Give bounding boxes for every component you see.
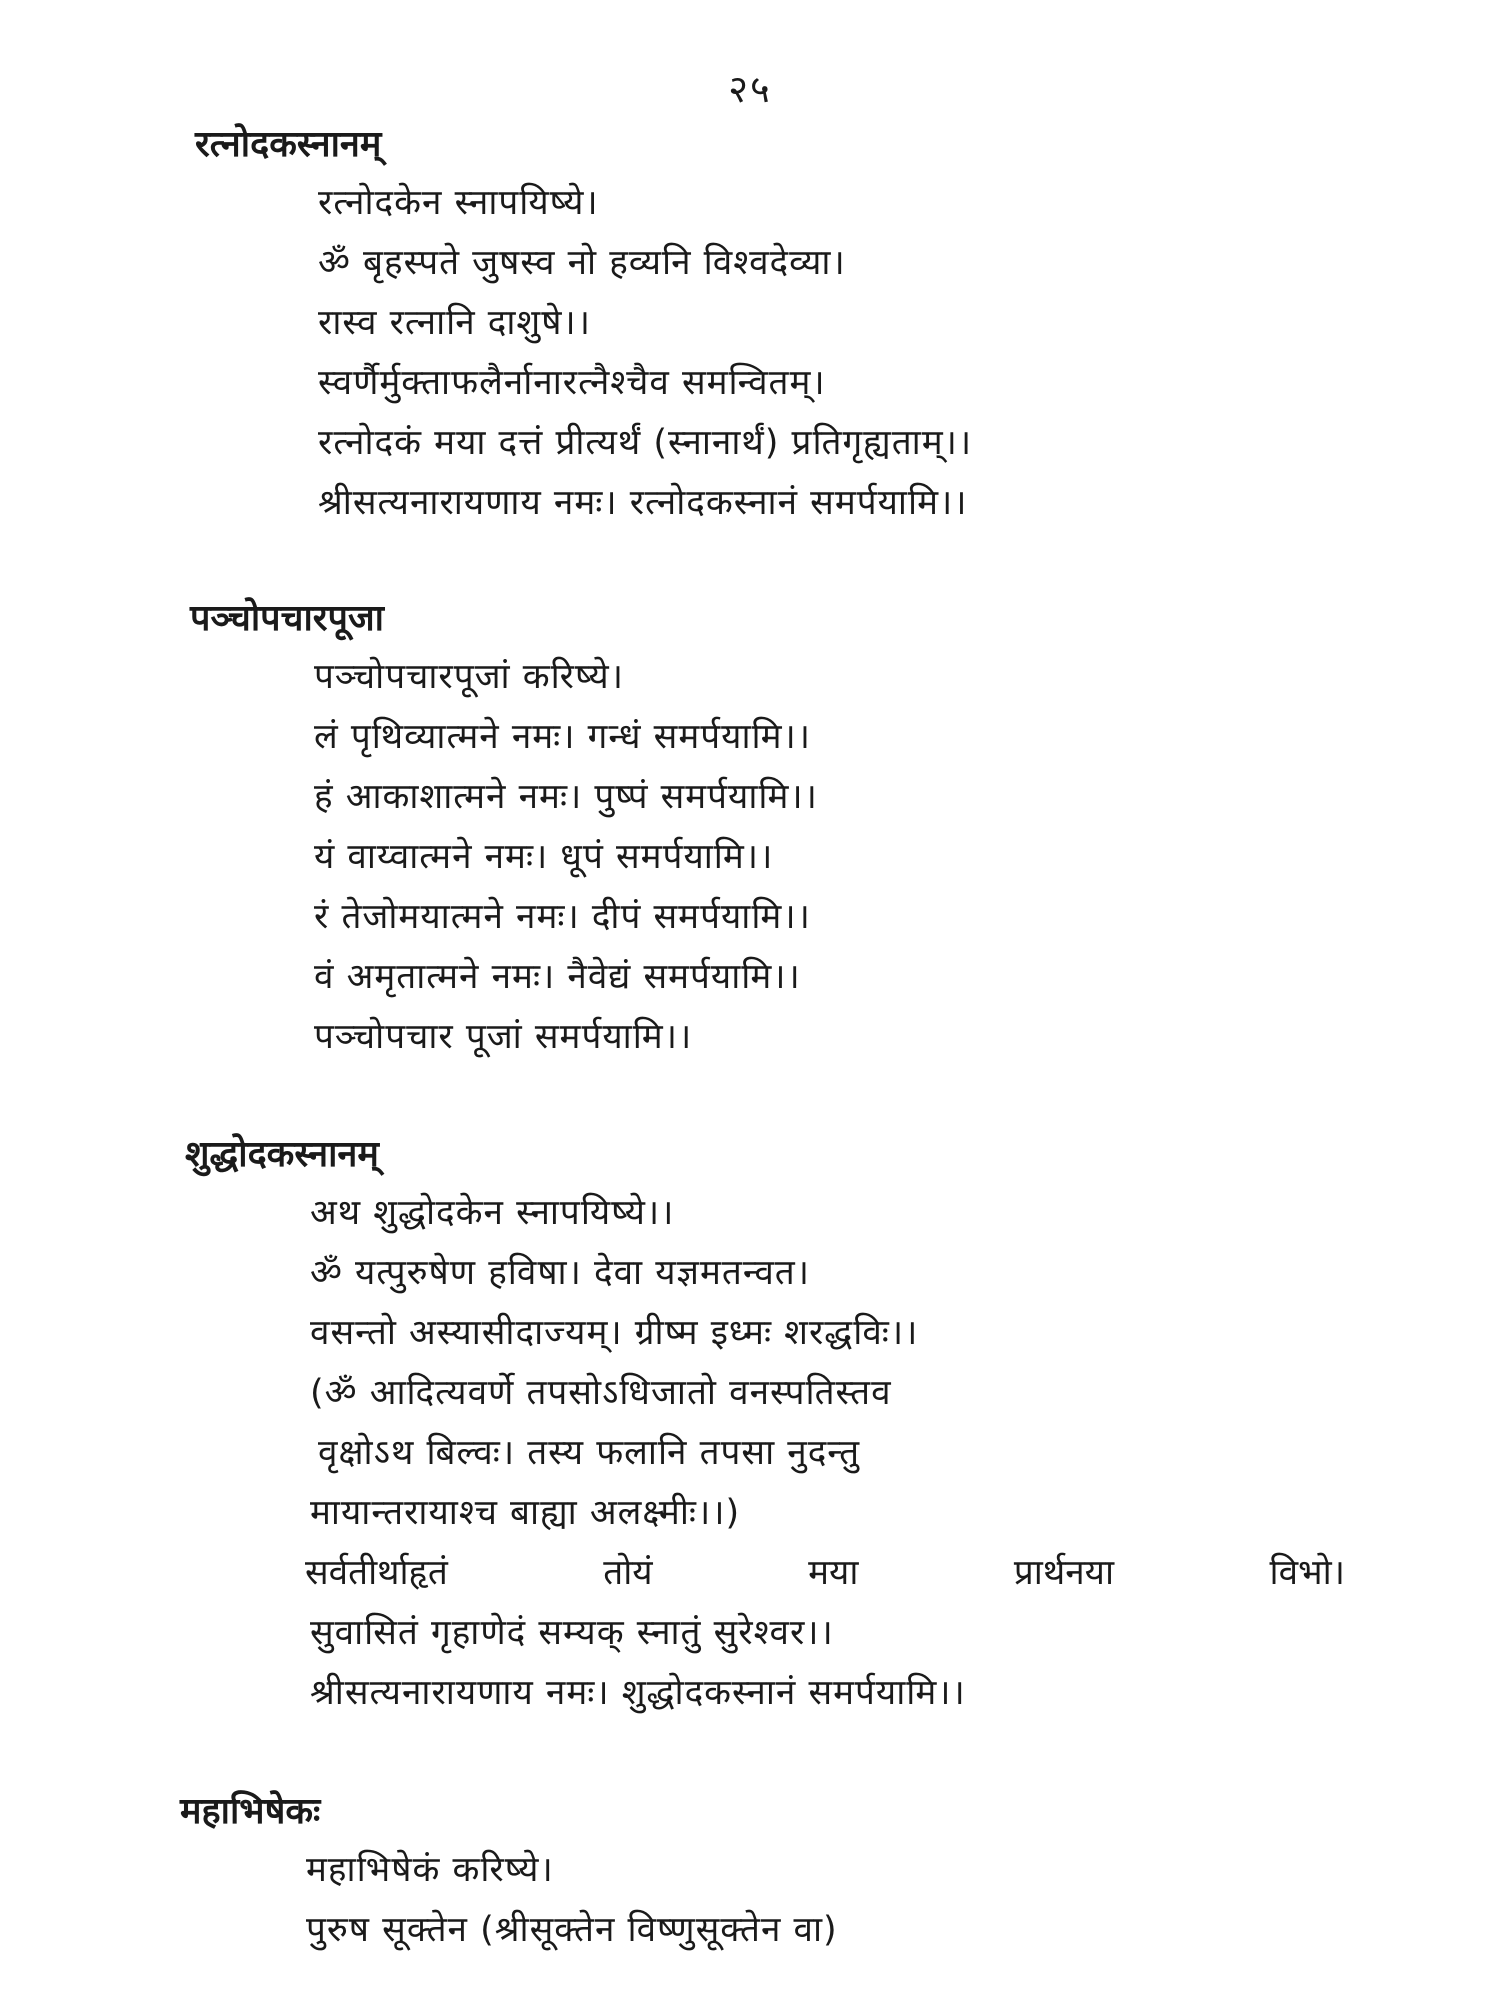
- section-heading-shuddhodaka: शुद्धोदकस्नानम्: [185, 1134, 379, 1175]
- verse-line: रत्नोदकेन स्नापयिष्ये।: [318, 183, 599, 223]
- justified-verse-line: [305, 1548, 1345, 1595]
- verse-line: लं पृथिव्यात्मने नमः। गन्धं समर्पयामि।।: [314, 717, 812, 757]
- verse-word: विभो।: [1269, 1553, 1345, 1593]
- verse-line: महाभिषेकं करिष्ये।: [306, 1850, 554, 1890]
- section-heading-mahabhisheka: महाभिषेकः: [180, 1791, 321, 1832]
- verse-line: ॐ यत्पुरुषेण हविषा। देवा यज्ञमतन्वत।: [310, 1253, 811, 1293]
- verse-line: रास्व रत्नानि दाशुषे।।: [318, 303, 591, 343]
- verse-line: वृक्षोऽथ बिल्वः। तस्य फलानि तपसा नुदन्तु: [318, 1433, 861, 1473]
- verse-line: श्रीसत्यनारायणाय नमः। रत्नोदकस्नानं समर्पयामि।।: [318, 483, 968, 523]
- verse-line: रं तेजोमयात्मने नमः। दीपं समर्पयामि।।: [314, 897, 811, 937]
- verse-line: यं वाय्वात्मने नमः। धूपं समर्पयामि।।: [314, 837, 774, 877]
- verse-word: सर्वतीर्थाहृतं: [305, 1553, 448, 1593]
- verse-line: रत्नोदकं मया दत्तं प्रीत्यर्थं (स्नानार्थं) प्रतिगृह्यताम्।।: [318, 423, 973, 463]
- page-number: २५: [728, 67, 772, 111]
- section-heading-panchopachara: पञ्चोपचारपूजा: [190, 598, 385, 639]
- verse-line: पञ्चोपचारपूजां करिष्ये।: [314, 657, 624, 697]
- verse-line: अथ शुद्धोदकेन स्नापयिष्ये।।: [310, 1193, 675, 1233]
- verse-line: (ॐ आदित्यवर्णे तपसोऽधिजातो वनस्पतिस्तव: [310, 1373, 892, 1413]
- verse-line: मायान्तरायाश्च बाह्या अलक्ष्मीः।।): [310, 1493, 741, 1533]
- verse-line: पुरुष सूक्तेन (श्रीसूक्तेन विष्णुसूक्तेन वा): [306, 1910, 838, 1950]
- verse-line: हं आकाशात्मने नमः। पुष्पं समर्पयामि।।: [314, 777, 818, 817]
- verse-line: श्रीसत्यनारायणाय नमः। शुद्धोदकस्नानं समर्पयामि।।: [310, 1673, 966, 1713]
- verse-line: स्वर्णैर्मुक्ताफलैर्नानारत्नैश्चैव समन्वितम्।: [318, 363, 826, 403]
- verse-line: वं अमृतात्मने नमः। नैवेद्यं समर्पयामि।।: [314, 957, 801, 997]
- verse-line: वसन्तो अस्यासीदाज्यम्। ग्रीष्म इध्मः शरद्धविः।।: [310, 1313, 919, 1353]
- verse-word: प्रार्थनया: [1013, 1553, 1115, 1593]
- verse-line: ॐ बृहस्पते जुषस्व नो हव्यनि विश्वदेव्या।: [318, 243, 846, 283]
- verse-word: तोयं: [603, 1553, 653, 1593]
- verse-line: पञ्चोपचार पूजां समर्पयामि।।: [314, 1017, 693, 1057]
- verse-line: सुवासितं गृहाणेदं सम्यक् स्नातुं सुरेश्वर।।: [310, 1613, 834, 1653]
- verse-word: मया: [808, 1553, 859, 1593]
- section-heading-ratnodaka: रत्नोदकस्नानम्: [195, 124, 382, 165]
